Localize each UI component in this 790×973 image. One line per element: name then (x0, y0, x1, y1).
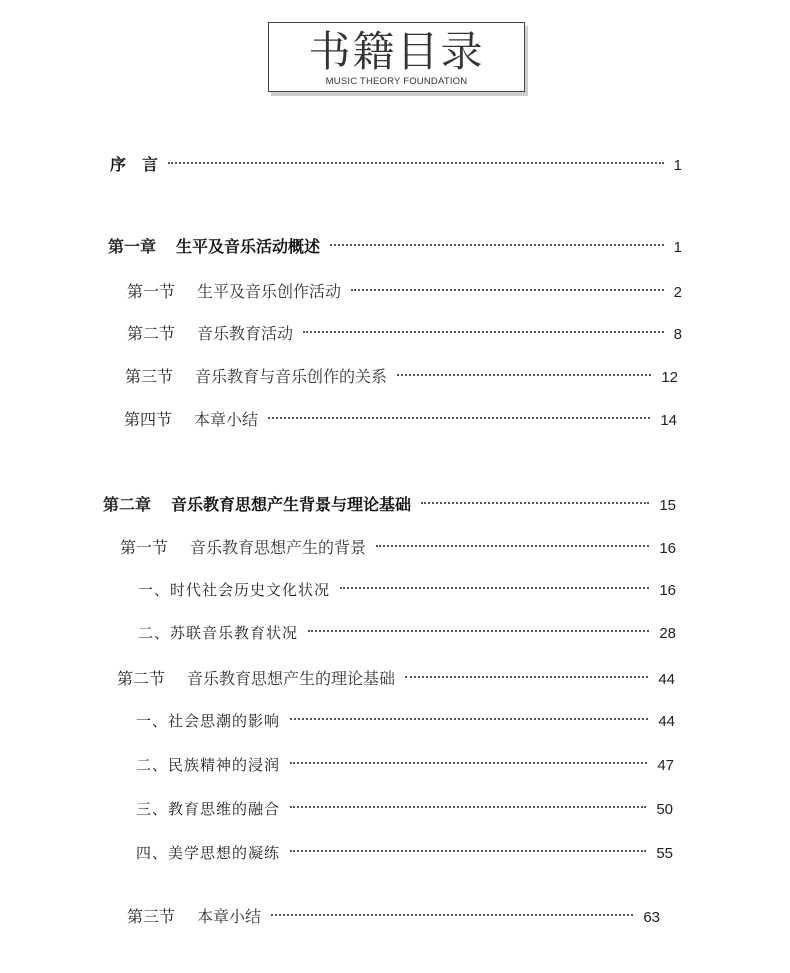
toc-entry-subsection[interactable] (136, 798, 673, 826)
toc-entry-number: 第二节 (117, 669, 166, 688)
toc-entry-chapter-2[interactable] (103, 492, 676, 520)
toc-entry-subsection[interactable] (136, 842, 673, 870)
toc-entry-label: 三、教育思维的融合 (136, 800, 281, 818)
toc-entry-label: 四、美学思想的凝练 (136, 844, 281, 862)
dot-leader (290, 762, 647, 764)
toc-entry-label: 音乐教育思想产生的理论基础 (187, 669, 396, 688)
toc-entry-number: 第三节 (125, 367, 174, 386)
toc-entry-number: 第四节 (124, 410, 173, 429)
toc-entry-number: 第三节 (127, 907, 176, 926)
toc-entry-page: 15 (659, 497, 676, 514)
toc-entry-label: 生平及音乐活动概述 (176, 237, 321, 256)
toc-entry-label: 一、时代社会历史文化状况 (138, 581, 331, 599)
dot-leader (351, 289, 664, 291)
toc-entry-section[interactable] (120, 535, 676, 563)
toc-entry-page: 44 (658, 671, 675, 688)
toc-entry-subsection[interactable] (138, 622, 676, 650)
dot-leader (308, 630, 649, 632)
toc-entry-section[interactable] (127, 321, 682, 349)
toc-entry-label: 本章小结 (194, 410, 259, 429)
dot-leader (290, 718, 648, 720)
toc-title-box (268, 22, 525, 92)
dot-leader (303, 331, 664, 333)
toc-entry-page: 12 (661, 369, 678, 386)
toc-entry-page: 1 (673, 157, 682, 174)
toc-entry-subsection[interactable] (138, 579, 676, 607)
toc-entry-label: 本章小结 (197, 907, 262, 926)
toc-entry-label: 二、苏联音乐教育状况 (138, 624, 299, 642)
toc-entry-label: 二、民族精神的浸润 (136, 756, 281, 774)
toc-entry-page: 1 (673, 239, 682, 256)
toc-entry-number: 第一章 (108, 237, 157, 256)
toc-entry-page: 14 (660, 412, 677, 429)
dot-leader (397, 374, 651, 376)
dot-leader (271, 914, 633, 916)
toc-entry-page: 55 (656, 845, 673, 862)
toc-entry-subsection[interactable] (136, 754, 674, 782)
dot-leader (290, 806, 646, 808)
toc-entry-section[interactable] (127, 904, 660, 932)
toc-entry-number: 第二节 (127, 324, 176, 343)
toc-entry-subsection[interactable] (136, 710, 675, 738)
page-subtitle: MUSIC THEORY FOUNDATION (325, 76, 468, 87)
toc-entry-section[interactable] (125, 364, 678, 392)
toc-entry-page: 50 (656, 801, 673, 818)
toc-entry-chapter-1[interactable] (108, 234, 682, 262)
toc-entry-label: 序 言 (110, 155, 159, 174)
toc-entry-preface[interactable] (110, 152, 682, 180)
toc-entry-page: 8 (673, 326, 682, 343)
toc-entry-number: 第一节 (127, 282, 176, 301)
toc-entry-label: 生平及音乐创作活动 (197, 282, 342, 301)
toc-entry-page: 28 (659, 625, 676, 642)
toc-entry-section[interactable] (117, 666, 675, 694)
dot-leader (330, 244, 664, 246)
toc-entry-number: 第二章 (103, 495, 152, 514)
dot-leader (340, 587, 649, 589)
page-title: 书籍目录 (308, 27, 485, 76)
dot-leader (268, 417, 650, 419)
toc-entry-section[interactable] (127, 279, 682, 307)
toc-entry-page: 2 (673, 284, 682, 301)
toc-entry-label: 音乐教育活动 (197, 324, 294, 343)
dot-leader (405, 676, 648, 678)
dot-leader (376, 545, 649, 547)
toc-entry-label: 一、社会思潮的影响 (136, 712, 281, 730)
toc-entry-page: 16 (659, 540, 676, 557)
dot-leader (421, 502, 649, 504)
dot-leader (290, 850, 646, 852)
toc-entry-page: 16 (659, 582, 676, 599)
toc-entry-label: 音乐教育思想产生背景与理论基础 (171, 495, 412, 514)
toc-entry-label: 音乐教育思想产生的背景 (190, 538, 367, 557)
toc-entry-page: 44 (658, 713, 675, 730)
toc-entry-page: 47 (657, 757, 674, 774)
toc-entry-label: 音乐教育与音乐创作的关系 (195, 367, 388, 386)
toc-entry-section[interactable] (124, 407, 677, 435)
dot-leader (168, 162, 664, 164)
toc-entry-number: 第一节 (120, 538, 169, 557)
toc-entry-page: 63 (643, 909, 660, 926)
